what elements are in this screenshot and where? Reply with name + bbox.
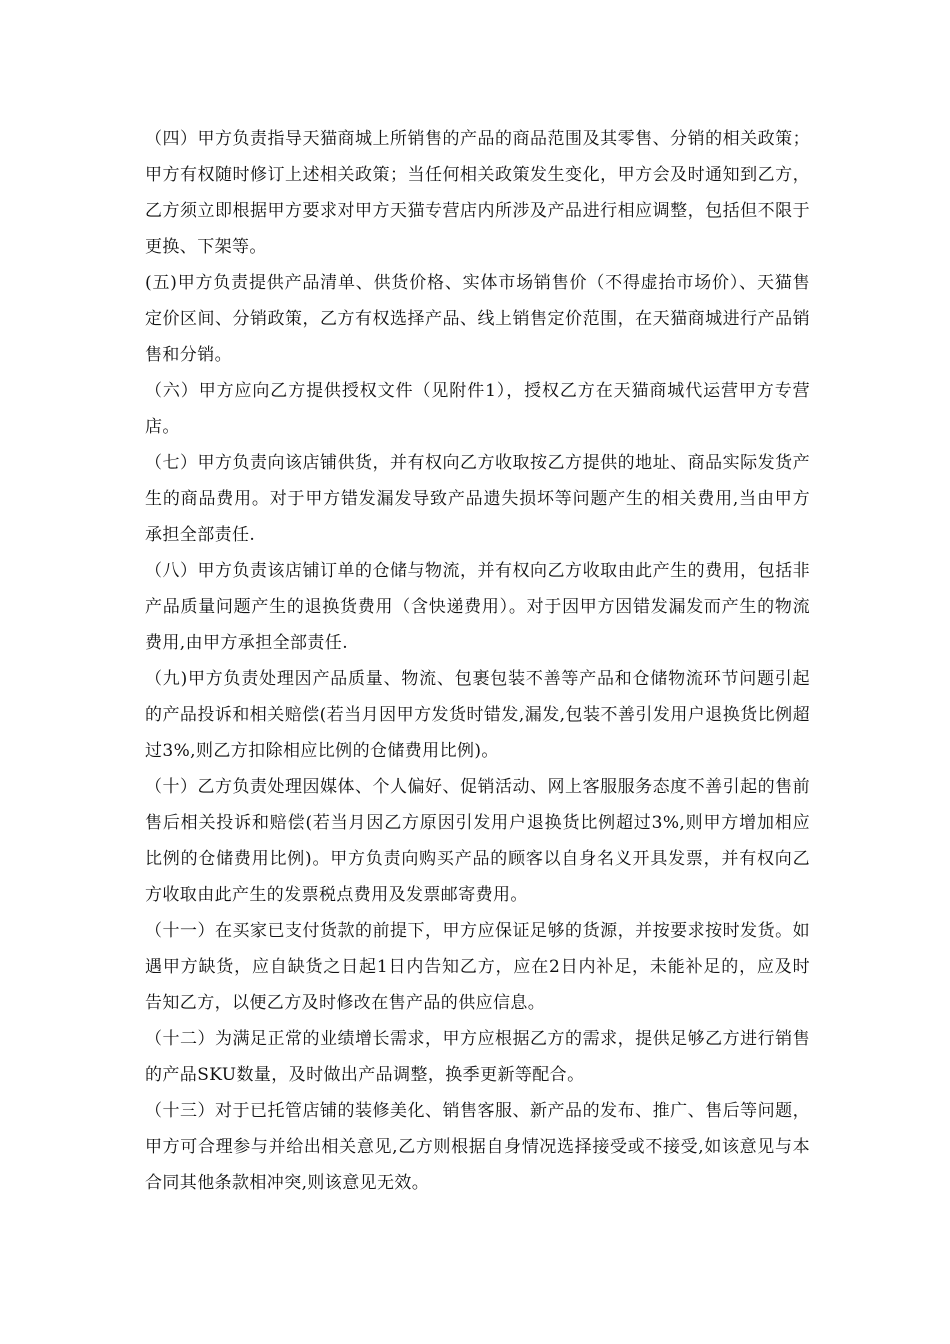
clause-7-paragraph: （七）甲方负责向该店铺供货，并有权向乙方收取按乙方提供的地址、商品实际发货产生的商品费用。对于甲方错发漏发导致产品遗失损坏等问题产生的相关费用,当由甲方承担全部责任. <box>145 453 810 545</box>
clause-5-paragraph: (五)甲方负责提供产品清单、供货价格、实体市场销售价（不得虚抬市场价）、天猫售定价区间、分销政策，乙方有权选择产品、线上销售定价范围，在天猫商城进行产品销售和分销。 <box>145 273 810 365</box>
clause-8-paragraph: （八）甲方负责该店铺订单的仓储与物流，并有权向乙方收取由此产生的费用，包括非产品质量问题产生的退换货费用（含快递费用）。对于因甲方因错发漏发而产生的物流费用,由甲方承担全部责任. <box>145 561 810 653</box>
clause-11-paragraph: （十一）在买家已支付货款的前提下，甲方应保证足够的货源，并按要求按时发货。如遇甲方缺货，应自缺货之日起1日内告知乙方，应在2日内补足，未能补足的，应及时告知乙方，以便乙方及时修改在售产品的供应信息。 <box>145 921 810 1013</box>
clause-6-paragraph: （六）甲方应向乙方提供授权文件（见附件1），授权乙方在天猫商城代运营甲方专营店。 <box>145 381 810 437</box>
document-body <box>145 121 810 1201</box>
clause-12-paragraph: （十二）为满足正常的业绩增长需求，甲方应根据乙方的需求，提供足够乙方进行销售的产品SKU数量，及时做出产品调整，换季更新等配合。 <box>145 1029 810 1085</box>
clause-4-paragraph: （四）甲方负责指导天猫商城上所销售的产品的商品范围及其零售、分销的相关政策；甲方有权随时修订上述相关政策；当任何相关政策发生变化，甲方会及时通知到乙方，乙方须立即根据甲方要求对甲方天猫专营店内所涉及产品进行相应调整，包括但不限于更换、下架等。 <box>145 129 810 257</box>
clause-9-paragraph: （九)甲方负责处理因产品质量、物流、包裹包装不善等产品和仓储物流环节问题引起的产品投诉和相关赔偿(若当月因甲方发货时错发,漏发,包装不善引发用户退换货比例超过3%,则乙方扣除相应比例的仓储费用比例)。 <box>145 669 810 761</box>
clause-10-paragraph: （十）乙方负责处理因媒体、个人偏好、促销活动、网上客服服务态度不善引起的售前售后相关投诉和赔偿(若当月因乙方原因引发用户退换货比例超过3%,则甲方增加相应比例的仓储费用比例)。甲方负责向购买产品的顾客以自身名义开具发票，并有权向乙方收取由此产生的发票税点费用及发票邮寄费用。 <box>145 777 810 905</box>
clause-13-paragraph: （十三）对于已托管店铺的装修美化、销售客服、新产品的发布、推广、售后等问题，甲方可合理参与并给出相关意见,乙方则根据自身情况选择接受或不接受,如该意见与本合同其他条款相冲突,则该意见无效。 <box>145 1101 810 1193</box>
